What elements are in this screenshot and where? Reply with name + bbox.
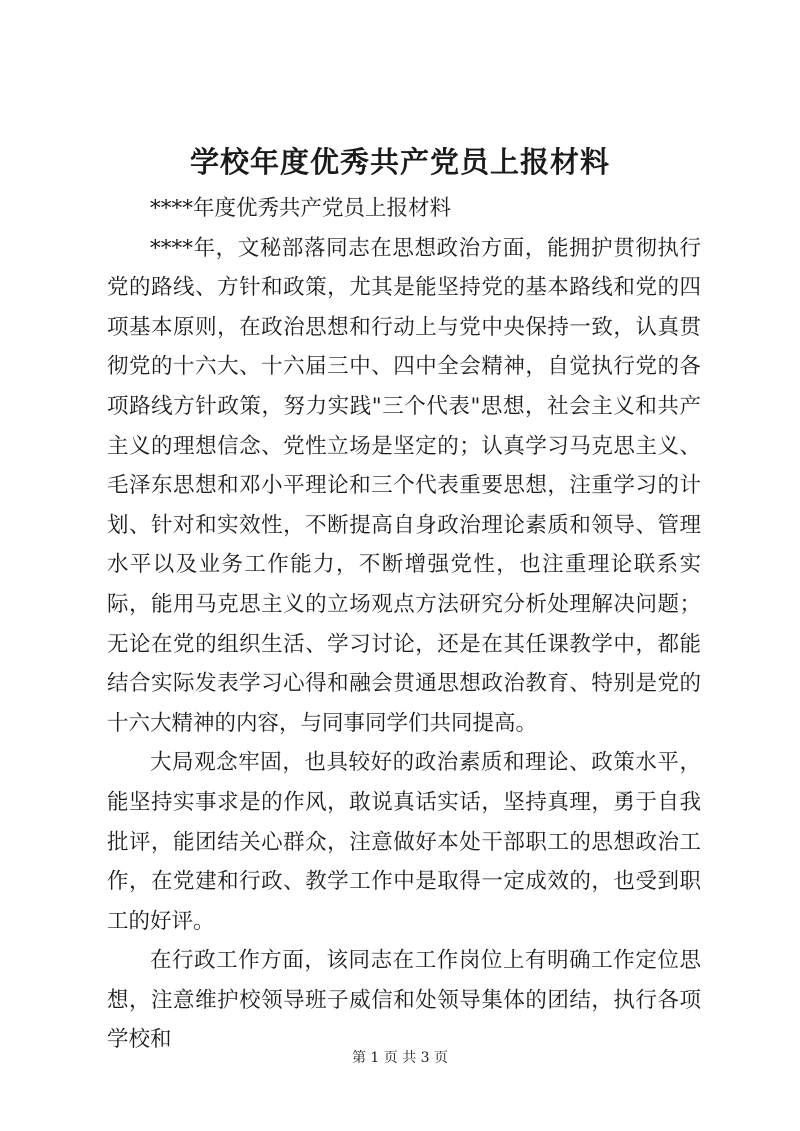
document-title: 学校年度优秀共产党员上报材料	[189, 145, 610, 179]
paragraph-administrative-work: 在行政工作方面，该同志在工作岗位上有明确工作定位思想，注意维护校领导班子威信和处领导集体的团结，执行各项学校和	[107, 948, 701, 1053]
page-number-footer: 第 1 页 共 3 页	[351, 1050, 449, 1066]
document-body	[107, 189, 701, 1060]
paragraph-overall-view: 大局观念牢固，也具较好的政治素质和理论、政策水平，能坚持实事求是的作风，敢说真话实话，坚持真理，勇于自我批评，能团结关心群众，注意做好本处干部职工的思想政治工作，在党建和行政、教学工作中是取得一定成效的，也受到职工的好评。	[107, 750, 701, 934]
paragraph-subtitle: ****年度优秀共产党员上报材料	[150, 196, 452, 221]
paragraph-political-thought: ****年，文秘部落同志在思想政治方面，能拥护贯彻执行党的路线、方针和政策，尤其是能坚持党的基本路线和党的四项基本原则，在政治思想和行动上与党中央保持一致，认真贯彻党的十六大、十六届三中、四中全会精神，自觉执行党的各项路线方针政策，努力实践"三个代表"思想，社会主义和共产主义的理想信念、党性立场是坚定的；认真学习马克思主义、毛泽东思想和邓小平理论和三个代表重要思想，注重学习的计划、针对和实效性，不断提高自身政治理论素质和领导、管理水平以及业务工作能力，不断增强党性，也注重理论联系实际，能用马克思主义的立场观点方法研究分析处理解决问题；无论在党的组织生活、学习讨论，还是在其任课教学中，都能结合实际发表学习心得和融会贯通思想政治教育、特别是党的十六大精神的内容，与同事同学们共同提高。	[107, 235, 701, 736]
